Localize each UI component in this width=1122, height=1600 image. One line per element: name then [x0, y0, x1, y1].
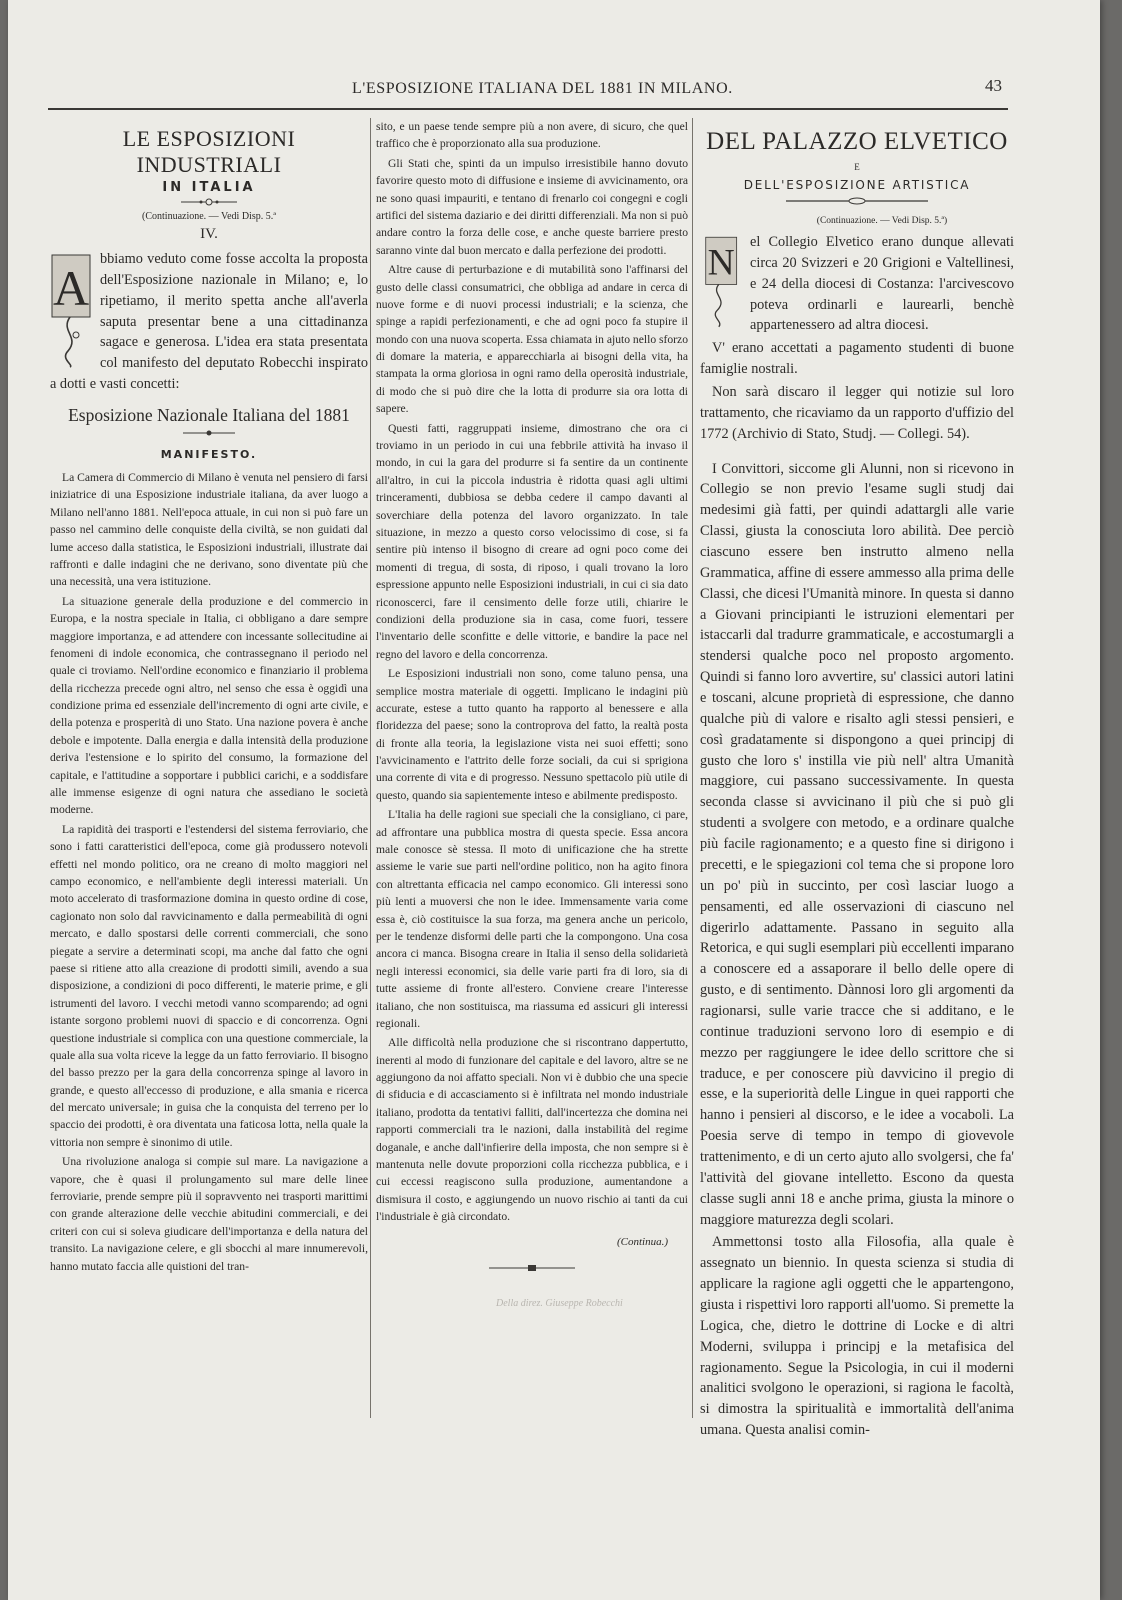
paragraph: V' erano accettati a pagamento studenti di buone famiglie nostrali. [700, 340, 1014, 378]
manifesto-heading: MANIFESTO. [160, 448, 258, 462]
paragraph: Questi fatti, raggruppati insieme, dimostrano che ora ci troviamo in un periodo in cui una febbrile attività ha invaso il mondo, in cui la gara del produrre si fa sentire da un continente all'altro, in cui la piccola industria è ridotta quasi agli ultimi trinceramenti, dubbiosa se debba cedere il campo davanti al soverchiare della potenza del lavoro organizzato. In tale situazione, in mezzo a questo corso velocissimo di cose, si fa sentire più intenso il bisogno di creare ad ogni poco come dei momenti di tregua, di sosta, di riposo, i quali trovano la loro espressione appunto nelle Esposizioni industriali, in cui ci sia dato riconoscerci, fare il censimento delle forze utili, chiarire le condizioni della produzione sia in casa, come fuori, tessere l'inventario delle sconfitte e delle vittorie, e bandire la pace nel regno del lavoro e della concorrenza. [376, 421, 688, 661]
paragraph: sito, e un paese tende sempre più a non avere, di sicuro, che quel traffico che è proporzionato alla sua produzione. [376, 120, 688, 151]
paragraph: I Convittori, siccome gli Alunni, non si ricevono in Collegio se non previo l'esame sugli studj dai medesimi già fatti, per quindi adattargli alle varie Classi, giusta la conosciuta loro abilità. Dee perciò ciascuno essere ben instrutto almeno nella Grammatica, affine di essere ammesso alla prima delle Classi, che dicesi l'Umanità minore. In questa si danno a Giovani principianti le istruzioni elementari per istaccarli dal tradurre grammaticale, e accostumargli a stendersi qualche poco nel proposto argomento. Quindi si fanno loro avvertire, su' classici autori latini e toscani, alcune proprietà di espressione, che danno qualche più di valore e risalto agli stessi pensieri, e così gradatamente si dispongono a quei principj di gusto che loro s' instilla vie più nell' altra Umanità maggiore, cui passano successivamente. In questa seconda classe si avvicinano il più che si può gli studenti a svolgere con metodo, e a ordinare qualche più facile ragionamento; e a questo fine si dirigono i precetti, e le spiegazioni col tema che si propone loro un po' più in succinto, per così lasciar luogo a pensamenti, ed alle osservazioni di ciascuno nel digerirlo adattamente. Passano in seguito alla Retorica, e qui sugli esemplari più eccellenti imparano a conoscere ed a assaporare il bello delle opere di gusto, e di sentimento. Dànnosi loro gli argomenti da ragionarsi, sulle varie tracce che si additano, e le continue traduzioni servono loro di esempio e di mezzo per raggiungere le idee dello scrittore che si traduce, e per conoscere più davvicino il pregio di esse, e la superiorità delle Lingue in quei rapporti che hanno i pensieri al discorso, e le idee a vocaboli. La Poesia serve di tempo in tempo di giovevole trattenimento, e di un certo ajuto allo svolgersi, che fa' l'attività del giovane intelletto. Escono da questa classe sugli anni 18 e anche prima, giusta la minore o maggiore maturezza degli scolari. [700, 460, 1014, 1228]
column-left [50, 118, 368, 1520]
page-number: 43 [985, 76, 1002, 95]
faded-signature: Della direz. Giuseppe Robecchi [496, 1297, 623, 1309]
ornament-divider-icon [179, 197, 239, 207]
ornament-divider-icon [181, 428, 237, 438]
paragraph: Una rivoluzione analoga si compie sul mare. La navigazione a vapore, che è quasi il prolungamento sul mare delle linee ferroviarie, prende sempre più il sopravvento nei trasporti marittimi con grande alterazione delle vecchie abitudini commerciali, e dei criteri con cui si soleva giudicare dell'importanza e della natura del transito. La navigazione celere, e gli sbocchi al mare innumerevoli, hanno mutato faccia alle quistioni del tran- [50, 1155, 368, 1273]
title-conjunction: E [854, 162, 860, 172]
article-subtitle: IN ITALIA [162, 180, 256, 195]
header-rule [48, 108, 1008, 110]
chapter-number: IV. [200, 226, 218, 242]
illuminated-initial-a-icon [50, 251, 94, 369]
ornament-divider-icon [782, 196, 932, 206]
paragraph: Alle difficoltà nella produzione che si riscontrano dappertutto, inerenti al modo di funzionare del capitale e del lavoro, altre se ne aggiungono da noi affatto speciali. Non vi è dubbio che una specie di sfiducia e di accasciamento si è infiltrata nel mondo industriale italiano, prodotta da tentativi falliti, dall'incertezza che domina nei rapporti commerciali tra le nazioni, dalla instabilità del regime doganale, e anche dall'infierire della imposta, che non sempre si è mantenuta nelle dovute proporzioni colla ricchezza pubblica, e i cui eccessi reagiscono sulla produzione, aumentandone a dismisura il costo, e aggiungendo un nuovo rischio ai tanti da cui l'industriale è già circondato. [376, 1036, 688, 1224]
running-title: L'ESPOSIZIONE ITALIANA DEL 1881 IN MILANO. [352, 80, 733, 97]
continuation-note: (Continuazione. — Vedi Disp. 5.ª [142, 211, 276, 222]
illuminated-initial-n-icon [700, 234, 744, 330]
svg-text:N: N [707, 242, 735, 284]
paragraph: Gli Stati che, spinti da un impulso irresistibile hanno dovuto favorire questo moto di diffusione e insieme di avvicinamento, ora ne sono quasi impauriti, e tentano di frenarlo coi congegni e cogli artifici del sistema daziario e dei diritti differenziali. Ma non si può andare contro la forza delle cose, e anche queste barriere presto saranno vinte dal buon mercato e dalla perfezione dei prodotti. [376, 156, 688, 257]
running-header [48, 76, 1008, 104]
paragraph: L'Italia ha delle ragioni sue speciali che la consigliano, ci pare, ad affrontare una pubblica mostra di questa specie. Essa ancora male conosce sè stessa. Il moto di unificazione che ha strette assieme le varie sue parti nell'ordine politico, non ha agito finora con altrettanta efficacia nel campo economico. Gli interessi sono più lenti a muoversi che non le idee. Immensamente varia come essa è, ciò costituisce la sua forza, ma genera anche un pericolo, per le tendenze disformi delle parti che la compongono. Una cosa ancora ci manca. Bisogna creare in Italia il senso della solidarietà negli interessi economici, sia delle varie parti fra di loro, sia di tutte assieme di fronte all'estero. Conviene creare l'interesse italiano, che non sostituisca, ma riassuma ed assicuri gli interessi regionali. [376, 808, 688, 1030]
paragraph: Ammettonsi tosto alla Filosofia, alla quale è assegnato un biennio. In questa scienza si studia di applicare la ragione agli oggetti che le appartengono, giusta i rispettivi loro rapporti all'uomo. Si premette la Logica, che, dietro le dottrine di Locke e di altri Moderni, sviluppa i principj e la metafisica del ragionamento. Segue la Psicologia, in cui il moderni analitici svolgono le operazioni, si ragiona le facoltà, si dimostra la spiritualità e immortalità dell'anima umana. Questa analisi comin- [700, 1234, 1014, 1439]
section-heading: Esposizione Nazionale Italiana del 1881 [68, 405, 350, 426]
svg-text:A: A [52, 260, 90, 316]
intro-paragraph: bbiamo veduto come fosse accolta la proposta dell'Esposizione nazionale in Milano; e, lo ripetiamo, il merito spetta anche all'averla saputa presentar bene a una cittadinanza sagace e generosa. L'idea era stata presentata col manifesto del deputato Robecchi inspirato a dotti e vasti concetti: [50, 251, 368, 393]
article-title: DEL PALAZZO ELVETICO [706, 128, 1008, 155]
paragraph: La rapidità dei trasporti e l'estendersi del sistema ferroviario, che sono i fatti caratteristici dell'epoca, come già produssero notevoli effetti nel mondo politico, ora ne creano di molto maggiori nel campo economico, e nell'ambiente degli interessi materiali. Un moto accelerato di trasformazione domina in questo ordine di cose, cagionato non solo dal ravvicinamento e dalla permeabilità di ogni mercato, e dallo spostarsi delle correnti commerciali, che sono piegate a servire a determinati scopi, ma anche dal fatto che ogni paese si ritiene atto alla creazione di prodotti simili, avendo a sua disposizione, a condizioni di poco differenti, le materie prime, e gli istrumenti del lavoro. I vecchi metodi vanno scomparendo; ad ogni istante sorgono problemi nuovi di spaccio e di concorrenza. Ogni questione industriale si complica con una questione commerciale, la quale alla sua volta riceve la legge da un fatto ferroviario. Il bisogno del basso prezzo per la gara della concorrenza spinge al lavoro in grande, e questo all'eccesso di produzione, e alla smania e ricerca del mercato universale; in guisa che la conquista del terreno per lo spaccio dei prodotti, è ora diventata una faticosa lotta, nella quale la vittoria non sempre è sinonimo di utile. [50, 822, 368, 1149]
column-divider [692, 118, 693, 1418]
paragraph: La situazione generale della produzione e del commercio in Europa, e la nostra speciale in Italia, ci obbligano a dare sempre maggiore importanza, e ad attendere con incessante sollecitudine ai fenomeni di indole economica, che contrassegnano il periodo nel quale ci troviamo. Nell'ordine economico e finanziario il problema della ricchezza precede ogni altro, nel senso che essa è oggidì una condizione prima ed essenziale dell'incremento di ogni arte civile, e della potenza e prosperità di uno Stato. Una nazione povera è anche debole e impotente. Dalla energia e dalla intensità della produzione deriva l'estensione e lo spirito del consumo, la formazione del capitale, e l'attitudine a sopportare i pubblici carichi, e a soddisfare alle immense esigenze di ogni natura che assediano le società moderne. [50, 594, 368, 817]
column-middle [376, 118, 688, 1520]
paragraph: Altre cause di perturbazione e di mutabilità sono l'affinarsi del gusto delle classi consumatrici, che obbliga ad andare in cerca di nuove forme e di nuovi processi industriali; e la scienza, che spinge a rapidi perfezionamenti, e che ad ogni poco fa stupire il mondo con una nuova scoperta. Essa chiamata in ajuto nello sforzo di domare la materia, e apparecchiarla ai bisogni della vita, ha stampata la orma gloriosa in ogni ramo della operosità industriale, di modo che si può dire che la lotta di produrre sia ora lotta di sapere. [376, 263, 688, 416]
intro-paragraph: el Collegio Elvetico erano dunque allevati circa 20 Svizzeri e 20 Grigioni e Valtellinesi, e 24 della diocesi di Costanza: l'arcivescovo poteva ordinarli e laurearli, benchè appartenessero ad altra diocesi. [750, 234, 1014, 334]
paragraph: La Camera di Commercio di Milano è venuta nel pensiero di farsi iniziatrice di una Esposizione industriale italiana, da aver luogo a Milano nell'anno 1881. Nell'epoca attuale, in cui non si può fare un passo nel cammino delle conquiste della civiltà, se non guidati dal lume acceso dalla statistica, le Esposizioni industriali, illustrate dai raffronti e dalle indagini che ne derivano, sono diventate più che una necessità, una vera istituzione. [50, 471, 368, 589]
article-title: LE ESPOSIZIONI INDUSTRIALI [122, 126, 296, 177]
continuation-note: (Continuazione. — Vedi Disp. 5.ª) [816, 216, 948, 226]
continua-note: (Continua.) [616, 1235, 668, 1248]
column-divider [370, 118, 371, 1418]
article-subtitle: DELL'ESPOSIZIONE ARTISTICA [743, 178, 971, 192]
paragraph: Le Esposizioni industriali non sono, come taluno pensa, una semplice mostra materiale di oggetti. Implicano le indagini più accurate, estese a tutto quanto ha rapporto al benessere e alla floridezza del paese; sono la controprova del fatto, la realtà posta di fronte alla teoria, la legislazione vista nei suoi effetti; sono l'avvicinamento e l'attrito delle forze sociali, da cui si sprigiona una corrente di vita e di progresso. Nessuno spettacolo più utile di questo, quando sia sapientemente inteso e abilmente predisposto. [376, 667, 688, 802]
paragraph: Non sarà discaro il legger qui notizie sul loro trattamento, che ricaviamo da un rapporto d'uffizio del 1772 (Archivio di Stato, Studj. — Collegi. 54). [700, 384, 1014, 442]
column-right [700, 118, 1014, 1520]
newspaper-page [8, 0, 1100, 1600]
ornament-divider-icon [487, 1264, 577, 1272]
